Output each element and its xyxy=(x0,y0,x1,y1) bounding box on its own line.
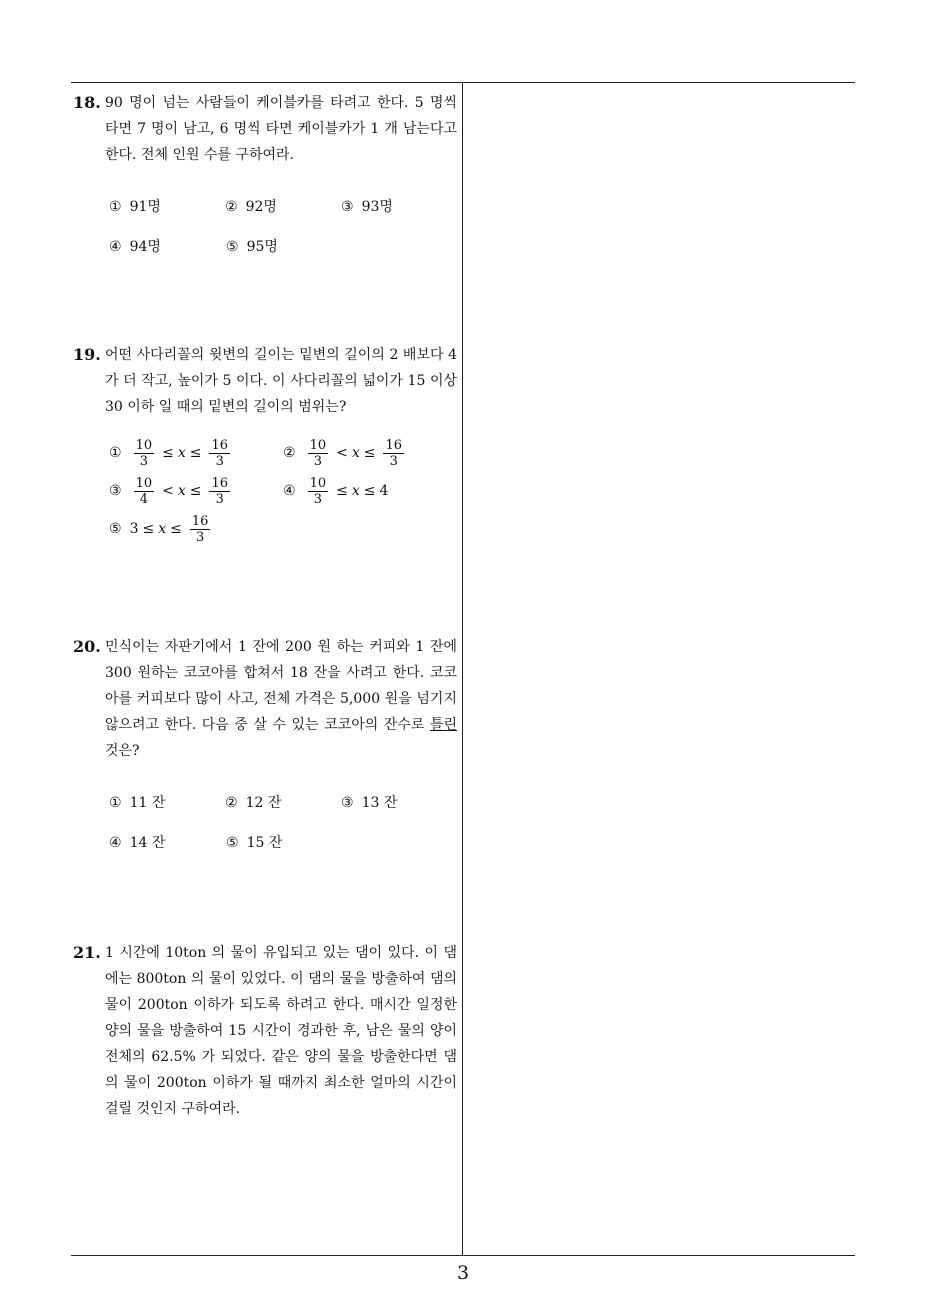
answer-choices xyxy=(109,186,457,266)
question-text: 90 명이 넘는 사람들이 케이블카를 타려고 한다. 5 명씩 타면 7 명이 남고, 6 명씩 타면 케이블카가 1 개 남는다고 한다. 전체 인원 수를 구하여라. xyxy=(105,95,457,163)
underlined-word: 틀린 xyxy=(429,717,457,733)
column-divider xyxy=(462,82,463,1256)
question-text: 어떤 사다리꼴의 윗변의 길이는 밑변의 길이의 2 배보다 4 가 더 작고, 높이가 5 이다. 이 사다리꼴의 넓이가 15 이상 30 이하 일 때의 밑변의 길이의 범위는? xyxy=(105,347,457,415)
choice-4[interactable]: ④ 14 잔 xyxy=(109,835,166,851)
question-20-stem xyxy=(73,634,457,764)
top-rule xyxy=(71,82,855,83)
choice-4[interactable]: ④ 94명 xyxy=(109,239,161,255)
question-number: 18. xyxy=(73,93,101,112)
question-19-stem xyxy=(73,342,457,420)
question-21-stem xyxy=(73,940,457,1122)
answer-choices xyxy=(109,782,457,862)
choice-1[interactable]: ① 91명 xyxy=(109,199,161,215)
choice-2[interactable]: ② 12 잔 xyxy=(225,795,282,811)
answer-choices xyxy=(109,434,457,548)
question-21 xyxy=(73,940,457,1122)
choice-1[interactable]: ① $\frac{10}{3}$ ≤ x ≤ $\frac{16}{3}$ xyxy=(109,437,229,469)
question-number: 20. xyxy=(73,637,101,656)
question-18 xyxy=(73,90,457,266)
choice-4[interactable]: ④ $\frac{10}{3}$ ≤ x ≤ 4 xyxy=(283,475,389,507)
choice-3[interactable]: ③ 13 잔 xyxy=(341,795,398,811)
choice-1[interactable]: ① 11 잔 xyxy=(109,795,166,811)
choice-3[interactable]: ③ 93명 xyxy=(341,199,393,215)
question-number: 21. xyxy=(73,943,101,962)
question-text: 민식이는 자판기에서 1 잔에 200 원 하는 커피와 1 잔에 300 원하는 코코아를 합쳐서 18 잔을 사려고 한다. 코코아를 커피보다 많이 사고, 전체 가격은 5,000 원을 넘기지 않으려고 한다. 다음 중 살 수 있는 코코아의 잔수로 틀린 것은? xyxy=(105,639,457,759)
bottom-rule xyxy=(71,1255,855,1256)
question-18-stem xyxy=(73,90,457,168)
question-text: 1 시간에 10ton 의 물이 유입되고 있는 댐이 있다. 이 댐에는 800ton 의 물이 있었다. 이 댐의 물을 방출하여 댐의 물이 200ton 이하가 되도록 하려고 한다. 매시간 일정한 양의 물을 방출하여 15 시간이 경과한 후, 남은 물의 양이 전체의 62.5% 가 되었다. 같은 양의 물을 방출한다면 댐의 물이 200ton 이하가 될 때까지 최소한 얼마의 시간이 걸릴 것인지 구하여라. xyxy=(105,945,457,1117)
choice-5[interactable]: ⑤ 15 잔 xyxy=(226,835,283,851)
choice-2[interactable]: ② $\frac{10}{3}$ < x ≤ $\frac{16}{3}$ xyxy=(283,437,403,469)
choice-3[interactable]: ③ $\frac{10}{4}$ < x ≤ $\frac{16}{3}$ xyxy=(109,475,229,507)
choice-5[interactable]: ⑤ 95명 xyxy=(226,239,278,255)
choice-2[interactable]: ② 92명 xyxy=(225,199,277,215)
page-number: 3 xyxy=(456,1262,470,1284)
question-19 xyxy=(73,342,457,548)
question-number: 19. xyxy=(73,345,101,364)
question-20 xyxy=(73,634,457,862)
choice-5[interactable]: ⑤ 3 ≤ x ≤ $\frac{16}{3}$ xyxy=(109,513,209,545)
